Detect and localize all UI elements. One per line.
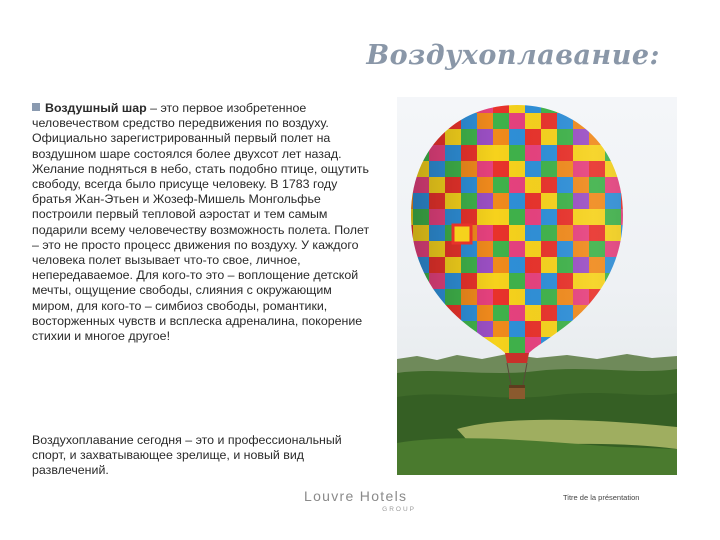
second-paragraph: Воздухоплавание сегодня – это и профессиональный спорт, и захватывающее зрелище, и новый вид развлечений. [32, 433, 342, 478]
logo-wordmark: Louvre Hotels [304, 488, 408, 504]
square-bullet-icon [32, 103, 40, 111]
louvre-hotels-logo [304, 488, 416, 513]
footer-presentation-title: Titre de la présentation [563, 493, 640, 502]
bullet-lead: Воздушный шар [45, 101, 147, 115]
logo-subtitle: GROUP [382, 506, 416, 513]
hot-air-balloon-photo [397, 97, 677, 475]
bullet-text: – это первое изобретенное человечеством средство передвижения по воздуху. Официально зарегистрированный первый полет на воздушном шаре состоялся более двухсот лет назад. Желание подняться в небо, стать подобно птице, ощутить свободу, всегда было присуще человеку. В 1783 году братья Жан-Этьен и Жозеф-Мишель Монгольфье построили первый тепловой аэростат и тем самым подарили всему человечеству возможность полета. Полет – это не просто процесс движения по воздуху. У каждого человека полет вызывает что-то свое, личное, непередаваемое. Для кого-то это – воплощение детской мечты, ощущение свободы, слияния с окружающим миром, для кого-то – симбиоз свободы, романтики, восторженных чувств и всплеска адреналина, покорение стихии и многое другое! [32, 101, 370, 344]
bullet-paragraph [32, 101, 370, 344]
slide-title: Воздухоплавание: [366, 40, 660, 71]
